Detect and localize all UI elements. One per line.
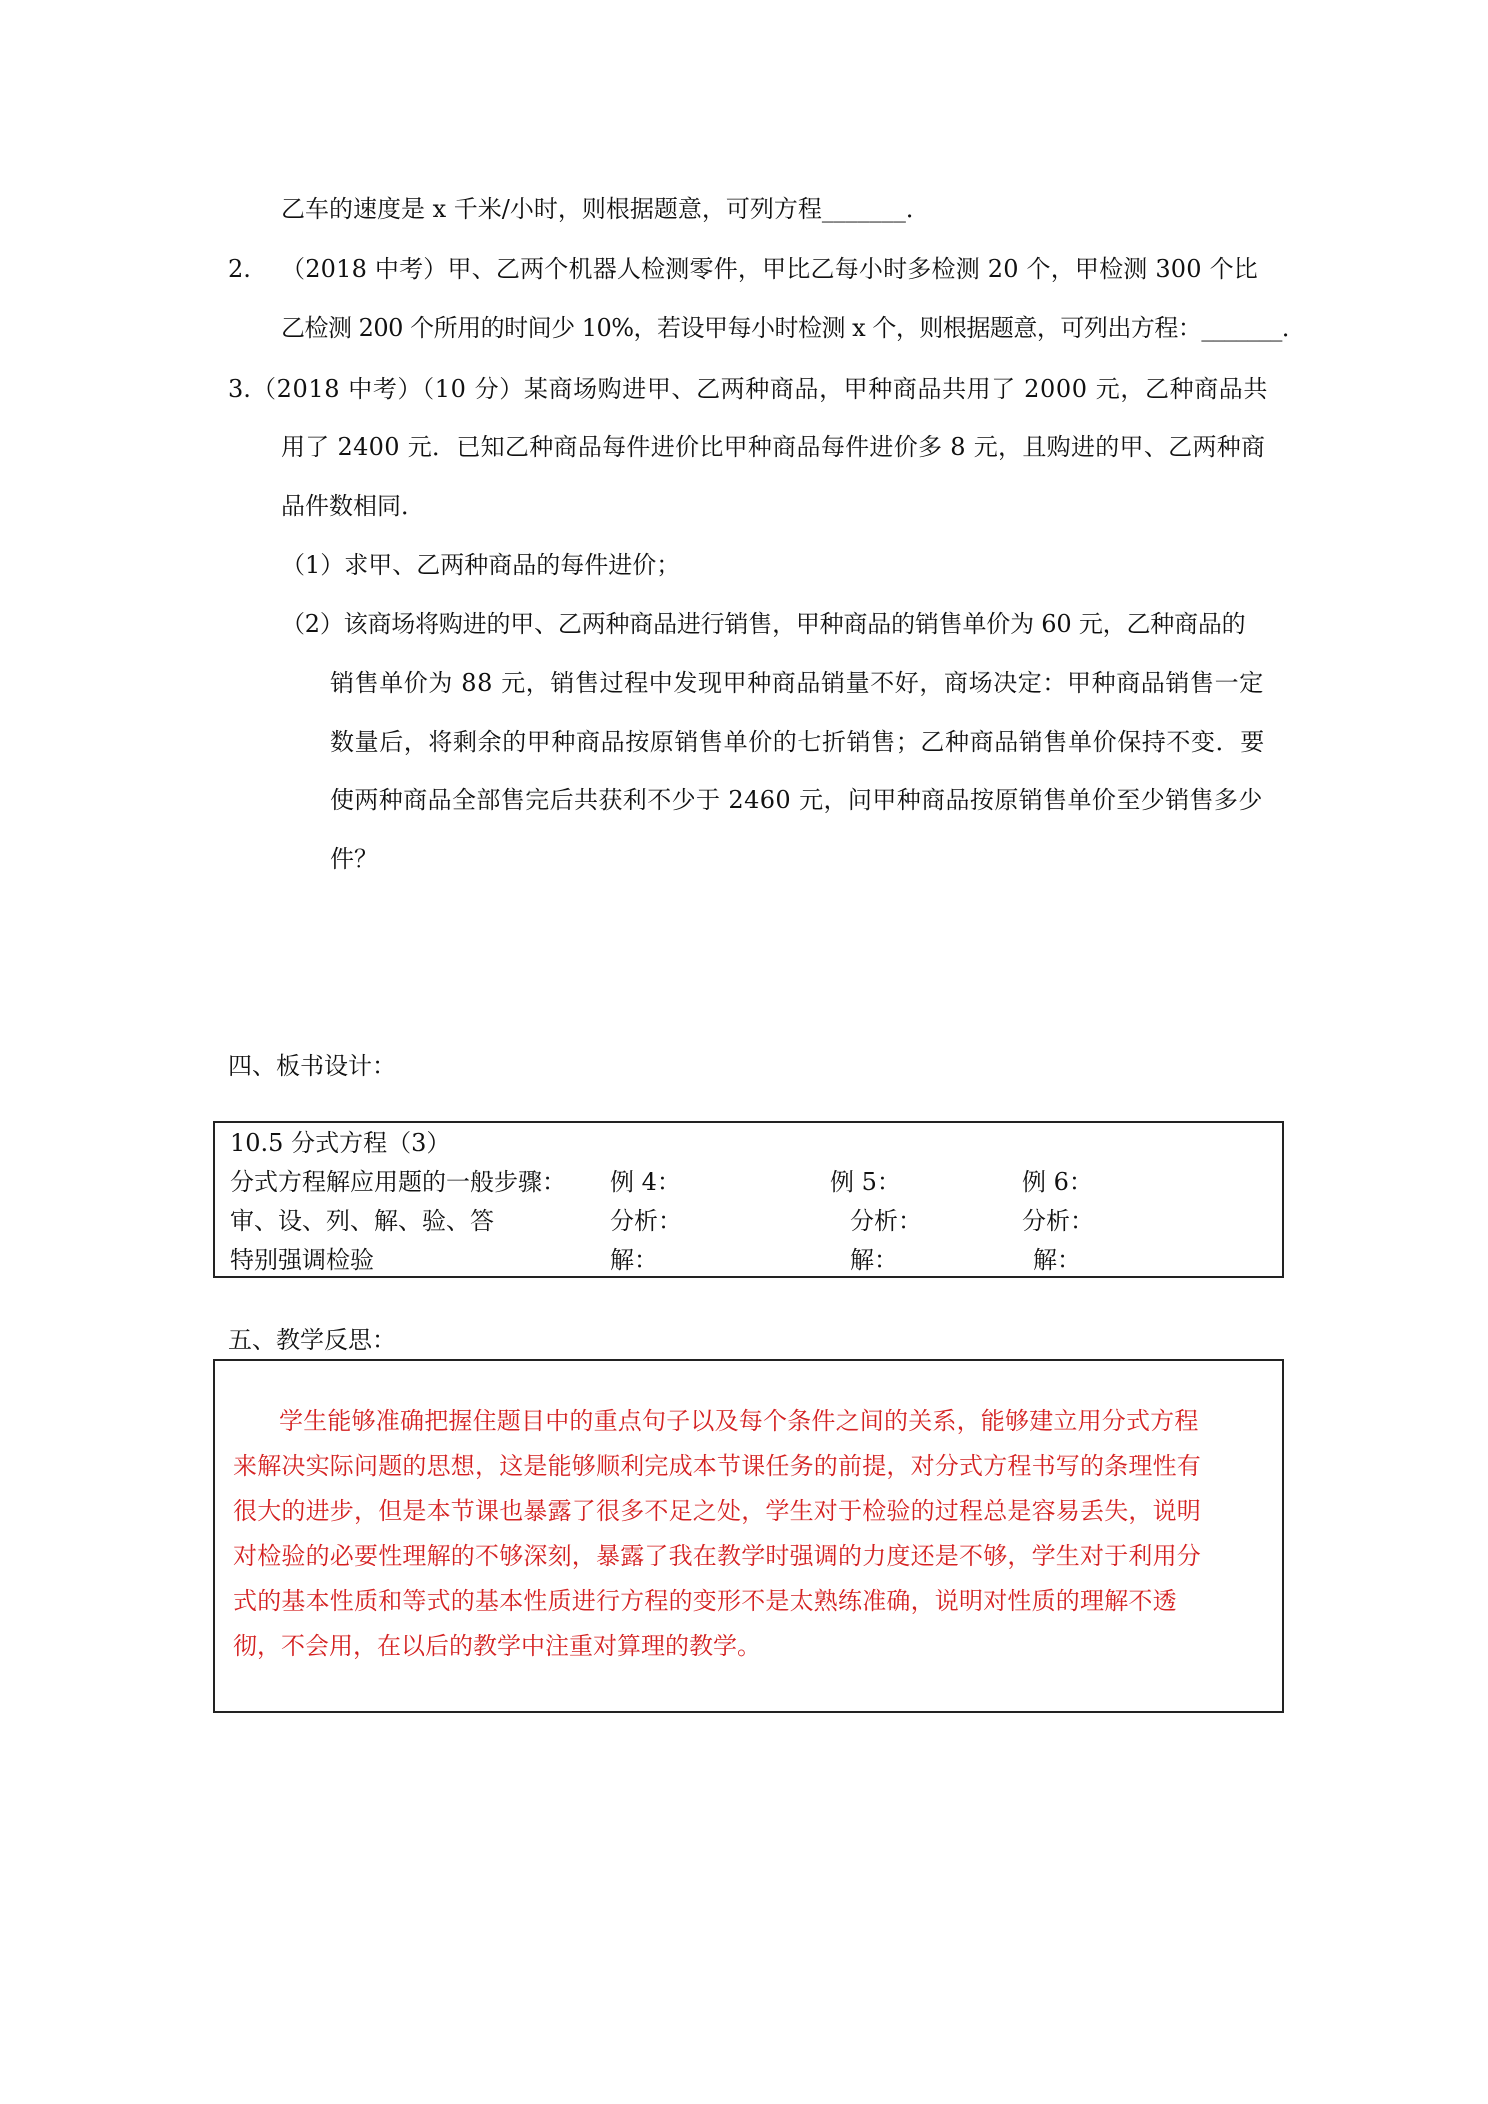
question-3-part-2-line-1: （2）该商场将购进的甲、乙两种商品进行销售，甲种商品的销售单价为 60 元，乙种商品的 — [281, 610, 1246, 638]
question-3-number: 3. — [228, 375, 251, 403]
board-steps-list: 审、设、列、解、验、答 — [230, 1207, 494, 1235]
reflection-line: 来解决实际问题的思想，这是能够顺利完成本节课任务的前提，对分式方程书写的条理性有 — [233, 1452, 1201, 1480]
board-design-heading: 四、板书设计： — [228, 1052, 396, 1080]
question-3-part-1: （1）求甲、乙两种商品的每件进价； — [281, 551, 681, 579]
board-solution-5: 解： — [850, 1246, 898, 1274]
reflection-line: 彻，不会用，在以后的教学中注重对算理的教学。 — [233, 1632, 761, 1660]
board-solution-6: 解： — [1033, 1246, 1081, 1274]
question-3-line-1: （2018 中考）（10 分）某商场购进甲、乙两种商品，甲种商品共用了 2000 元，乙种商品共 — [252, 375, 1269, 403]
board-steps-label: 分式方程解应用题的一般步骤： — [230, 1168, 566, 1196]
reflection-line: 式的基本性质和等式的基本性质进行方程的变形不是太熟练准确，说明对性质的理解不透 — [233, 1587, 1177, 1615]
question-1-tail: 乙车的速度是 x 千米/小时，则根据题意，可列方程_______． — [281, 195, 930, 223]
reflection-line: 学生能够准确把握住题目中的重点句子以及每个条件之间的关系，能够建立用分式方程 — [279, 1407, 1199, 1435]
question-3-part-2-line-5: 件？ — [330, 845, 378, 873]
question-3-line-3: 品件数相同． — [281, 492, 425, 520]
board-example-6: 例 6： — [1022, 1168, 1093, 1196]
question-3-line-2: 用了 2400 元．已知乙种商品每件进价比甲种商品每件进价多 8 元，且购进的甲、乙两种商 — [281, 433, 1266, 461]
board-example-5: 例 5： — [830, 1168, 901, 1196]
reflection-line: 对检验的必要性理解的不够深刻，暴露了我在教学时强调的力度还是不够，学生对于利用分 — [233, 1542, 1201, 1570]
board-design-table — [213, 1121, 1284, 1278]
question-3-part-2-line-2: 销售单价为 88 元，销售过程中发现甲种商品销量不好，商场决定：甲种商品销售一定 — [330, 669, 1264, 697]
question-2-line-1: （2018 中考）甲、乙两个机器人检测零件，甲比乙每小时多检测 20 个，甲检测 300 个比 — [281, 255, 1258, 283]
board-title: 10.5 分式方程（3） — [230, 1129, 451, 1157]
question-3-part-2-line-3: 数量后，将剩余的甲种商品按原销售单价的七折销售；乙种商品销售单价保持不变．要 — [330, 728, 1265, 756]
board-emphasis: 特别强调检验 — [230, 1246, 374, 1274]
reflection-heading: 五、教学反思： — [228, 1326, 396, 1354]
question-2-number: 2. — [228, 255, 251, 283]
board-analysis-5: 分析： — [850, 1207, 922, 1235]
reflection-box — [213, 1359, 1284, 1713]
question-2-line-2: 乙检测 200 个所用的时间少 10%，若设甲每小时检测 x 个，则根据题意，可列出方程：_______． — [281, 314, 1306, 342]
board-example-4: 例 4： — [610, 1168, 681, 1196]
board-analysis-6: 分析： — [1022, 1207, 1094, 1235]
reflection-line: 很大的进步，但是本节课也暴露了很多不足之处，学生对于检验的过程总是容易丢失，说明 — [233, 1497, 1201, 1525]
board-solution-4: 解： — [610, 1246, 658, 1274]
question-3-part-2-line-4: 使两种商品全部售完后共获利不少于 2460 元，问甲种商品按原销售单价至少销售多少 — [330, 786, 1263, 814]
board-analysis-4: 分析： — [610, 1207, 682, 1235]
